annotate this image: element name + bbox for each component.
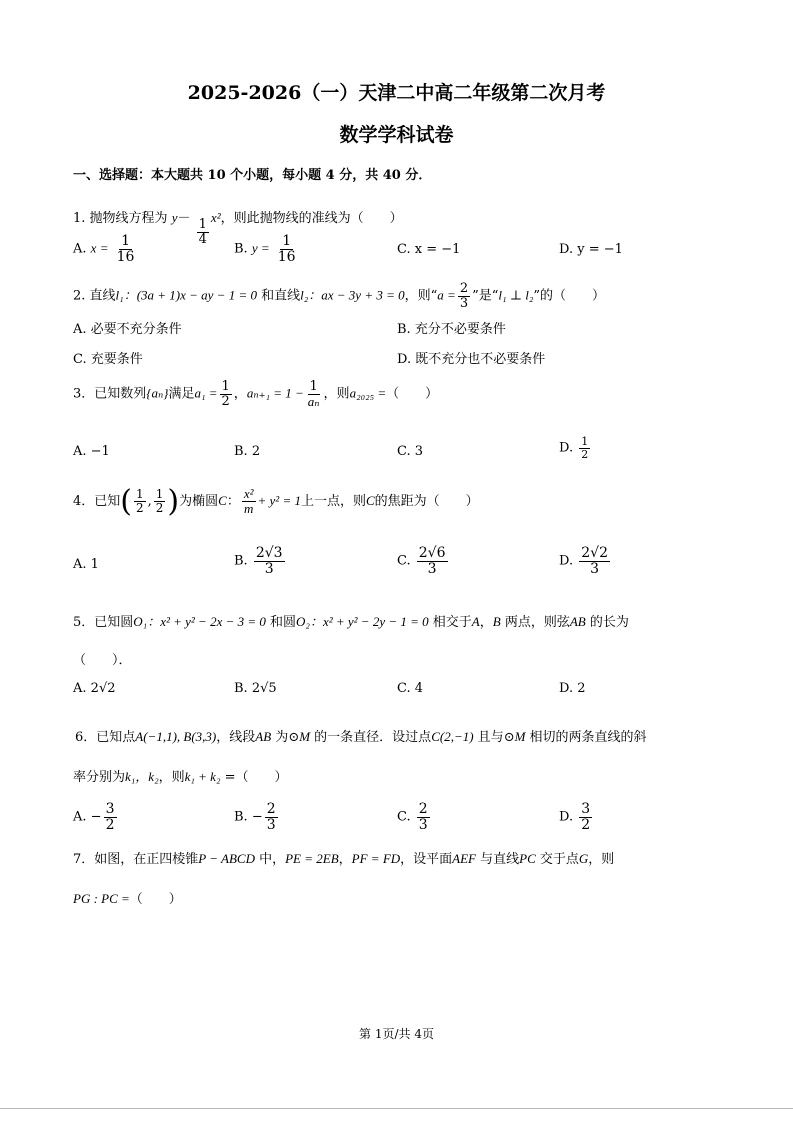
question-1-option-a[interactable]: A. x = $\frac{1}{16}$ bbox=[73, 233, 135, 265]
question-2-stem: 2. 直线l₁：(3a + 1)x − ay − 1 = 0 和直线l₂：ax − 3y + 3 = 0，则“a = $\frac{2}{3}$ ”是“l₁ ⊥ l₂”的（ ） bbox=[73, 281, 606, 311]
page-bottom-divider bbox=[0, 1108, 793, 1109]
question-2-option-b[interactable]: B. 充分不必要条件 bbox=[397, 322, 506, 337]
question-5-stem: 5．已知圆O₁：x² + y² − 2x − 3 = 0 和圆O₂：x² + y² − 2y − 1 = 0 相交于A，B 两点，则弦AB 的长为 bbox=[73, 614, 629, 630]
question-1-stem: 1. 抛物线方程为 y－ $\frac{1}{4}$ x²，则此抛物线的准线为（ ） bbox=[73, 210, 403, 247]
question-3-stem: 3．已知数列{aₙ}满足a₁ = $\frac{1}{2}$ ，aₙ₊₁ = 1 − $\frac{1}{\text{aₙ}}$ ，则a₂₀₂₅ =（ ） bbox=[73, 379, 439, 409]
question-2-option-c[interactable]: C. 充要条件 bbox=[73, 352, 143, 367]
question-5-option-b[interactable]: B. 2√5 bbox=[234, 681, 277, 696]
question-3-option-c[interactable]: C. 3 bbox=[397, 444, 424, 459]
question-4-stem: 4．已知( $\frac{1}{2}$ , $\frac{1}{2}$ )为椭圆C： $\frac{\text{x²}}{m}$ + y² = 1上一点，则C的焦距为（ ） bbox=[73, 484, 479, 519]
question-5-option-a[interactable]: A. 2√2 bbox=[73, 681, 116, 696]
question-5-option-c[interactable]: C. 4 bbox=[397, 681, 424, 696]
question-4-option-d[interactable]: D. $\frac{2√2}{3}$ bbox=[559, 545, 608, 577]
question-4-option-c[interactable]: C. $\frac{2√6}{3}$ bbox=[397, 545, 446, 577]
question-6-stem: 6．已知点A(−1,1), B(3,3)，线段AB 为⊙M 的一条直径．设过点C(2,−1) 且与⊙M 相切的两条直线的斜 bbox=[75, 729, 647, 745]
question-7-stem: 7．如图，在正四棱锥P − ABCD 中，PE = 2EB，PF = FD，设平面AEF 与直线PC 交于点G，则 bbox=[73, 851, 615, 867]
section-heading: 一、选择题：本大题共 10 个小题，每小题 4 分，共 40 分． bbox=[73, 168, 432, 183]
page-footer: 第 1页/共 4页 bbox=[359, 1027, 434, 1041]
question-2-option-d[interactable]: D. 既不充分也不必要条件 bbox=[397, 352, 546, 367]
question-4-option-a[interactable]: A. 1 bbox=[73, 557, 99, 572]
page-subtitle: 数学学科试卷 bbox=[339, 124, 454, 146]
question-5-option-d[interactable]: D. 2 bbox=[559, 681, 586, 696]
question-6-stem-line2: 率分别为k₁，k₂，则k₁ + k₂ =（ ） bbox=[73, 769, 288, 785]
question-1-option-d[interactable]: D. y = −1 bbox=[559, 242, 623, 257]
question-3-option-b[interactable]: B. 2 bbox=[234, 444, 261, 459]
page-title: 2025-2026（一）天津二中高二年级第二次月考 bbox=[187, 82, 606, 104]
question-6-option-d[interactable]: D. $\frac{3}{2}$ bbox=[559, 801, 591, 833]
question-2-option-a[interactable]: A. 必要不充分条件 bbox=[73, 322, 182, 337]
question-1-option-b[interactable]: B. y = $\frac{1}{16}$ bbox=[234, 233, 296, 265]
question-7-stem-line2: PG : PC =（ ） bbox=[73, 891, 182, 907]
question-5-blank: （ ）． bbox=[73, 653, 132, 668]
question-4-option-b[interactable]: B. $\frac{2√3}{3}$ bbox=[234, 545, 283, 577]
question-6-option-b[interactable]: B. − $\frac{2}{3}$ bbox=[234, 801, 276, 833]
question-3-option-a[interactable]: A. −1 bbox=[73, 444, 110, 459]
question-6-option-a[interactable]: A. − $\frac{3}{2}$ bbox=[73, 801, 115, 833]
question-1-option-c[interactable]: C. x = −1 bbox=[397, 242, 461, 257]
question-6-option-c[interactable]: C. $\frac{2}{3}$ bbox=[397, 801, 428, 833]
question-3-option-d[interactable]: D. $\frac{1}{2}$ bbox=[559, 435, 589, 461]
